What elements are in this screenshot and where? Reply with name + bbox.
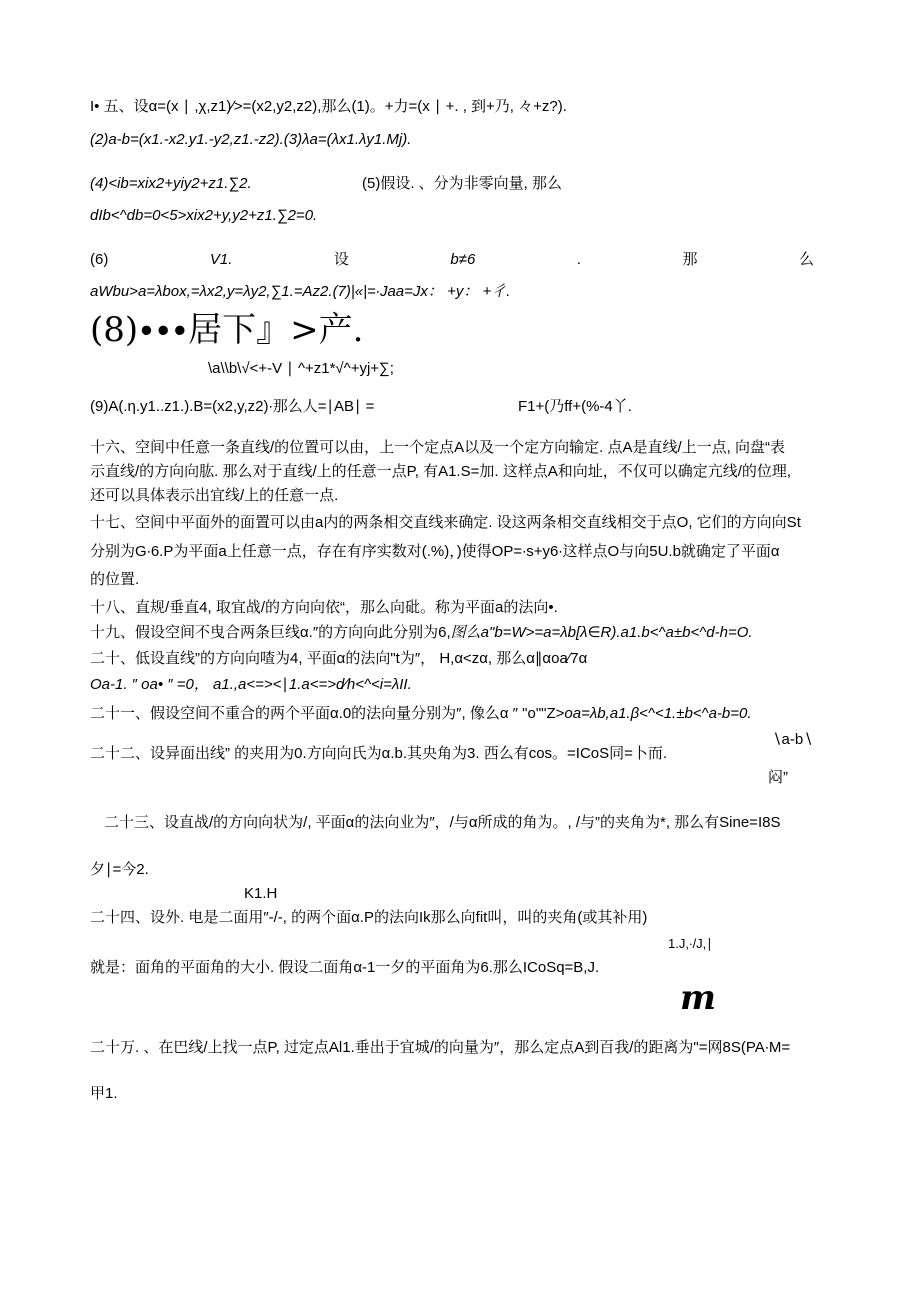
para-24-fraction: 1.J,∙/J,∣ [668, 936, 713, 951]
para-16-line-1: 十六、空间中任意一条直线/的位置可以由，上一个定点A以及一个定方向输定. 点A是直线/上一点, 向盘“表 [90, 439, 786, 456]
line-5-part: (6) [90, 251, 109, 268]
line-4: dIb<^db=0<5>xix2+y,y2+z1.∑2=0. [90, 207, 318, 224]
para-25-line-2: 甲1. [90, 1085, 118, 1102]
line-2: (2)a-b=(x1.-x2.y1.-y2,z1.-z2).(3)λa=(λx1.λy1.Mj). [90, 131, 412, 148]
line-5-part: 设 [333, 251, 349, 268]
para-24-line-2: 就是：面角的平面角的大小. 假设二面角α-1一夕的平面角为6.那么ICoSq=B,J. [90, 959, 600, 976]
para-16-line-3: 还可以具体表示出宜线/上的任意一点. [90, 487, 339, 504]
line-3-formula: (4)<ib=xix2+yiy2+z1.∑2. [90, 175, 252, 192]
formula-m: m [680, 978, 716, 1018]
para-20-line-1: 二十、低设直线”的方向向喳为4, 平面α的法向"t为″， H,α<zα, 那么α∥αoa∕7α [90, 650, 588, 667]
line-5-part: . [576, 251, 581, 268]
para-20-line-2: Oa-1. ″ oa• ″ =0， a1.,a<=><∣1.a<=>d∕h<^<i=λII. [90, 676, 412, 693]
line-7-large: (8)∙∙∙居下』>产. [90, 310, 364, 350]
para-21-text: 二十一、假设空间不重合的两个平面α.0的法向量分别为″, 像么α ″ "o""Z> [90, 705, 565, 722]
line-9-right: F1+(乃ff+(%-4丫. [518, 398, 632, 415]
para-23: 二十三、设直战/的方向向状为/, 平面α的法向业为″，/与α所成的角为。, /与”的夹角为*, 那么有Sine=I8S [104, 814, 781, 831]
para-19-text: 十九、假设空间不曳合两条巨线α.″的方向向此分别为6, [90, 624, 451, 641]
para-17-line-2: 分别为G∙6.P为平面a上任意一点，存在有序实数对(.%)，)使得OP=∙s+y6∙这样点O与向5U.b就确定了平面α [90, 543, 780, 560]
para-22: 二十二、设异面出线” 的夹用为0.方向向氏为α.b.其央角为3. 西么有cos。=ICoS同=卜而. [90, 745, 668, 762]
para-21 [90, 704, 752, 724]
line-5 [90, 250, 814, 270]
formula-k1h: K1.H [244, 885, 278, 902]
para-19 [90, 623, 753, 643]
para-22-fraction-top: ∖a-b∖ [772, 731, 813, 748]
para-18: 十八、直规/垂直4, 取宜战/的方向向依“，那么向砒。称为平面a的法向•. [90, 599, 558, 616]
para-17-line-1: 十七、空间中平面外的面置可以由a内的两条相交直线来确定. 设这两条相交直线相交于点O, 它们的方向向St [90, 514, 801, 531]
para-22-fraction-bottom: 闷” [768, 769, 788, 786]
line-1: I• 五、设α=(x ∣ ,χ,z1)∕>=(x2,y2,z2),那么(1)。+力=(x ∣ +. , 到+乃, 々+z?). [90, 98, 567, 115]
line-6: aWbu>a=λbox,=λx2,y=λy2,∑1.=Az2.(7)|«|=∙Jaa=Jx： +y： +彳. [90, 283, 511, 300]
line-5-part: b≠6 [450, 251, 476, 268]
para-23-line-2: 夕∣=今2. [90, 861, 149, 878]
line-8: \a\\b\√<+-V ∣ ^+z1*√^+yj+∑; [208, 360, 394, 377]
line-9-left: (9)A(.η.y1..z1.).B=(x2,y,z2)∙那么人=∣AB∣ = [90, 398, 375, 415]
para-19-formula: 图么a"b=W>=a=λb[λ∈R).a1.b<^a±b<^d-h=O. [450, 624, 753, 641]
para-16-line-2: 示直线/的方向向肱. 那么对于直线/上的任意一点P, 有A1.S=加. 这样点A和向址，不仅可以确定亢线/的位理, [90, 463, 792, 480]
para-24-line-1: 二十四、设外. 电是二面用″-/-, 的两个面α.P的法向Ik那么向fit叫，叫的夹角(或其补用) [90, 909, 648, 926]
para-17-line-3: 的位置. [90, 571, 140, 588]
line-5-part: 那 [682, 251, 698, 268]
line-5-part: 么 [798, 251, 814, 268]
line-3-text: (5)假设. 、分为非零向量, 那么 [362, 175, 563, 192]
line-5-part: V1. [209, 251, 233, 268]
para-25-line-1: 二十万. 、在巴线/上找一点P, 过定点Al1.垂出于宜城/的向量为″，那么定点A到百我/的距离为"=网8S(PA∙M= [90, 1039, 791, 1056]
para-21-formula: oa=λb,a1.β<^<1.±b<^a-b=0. [564, 705, 752, 722]
